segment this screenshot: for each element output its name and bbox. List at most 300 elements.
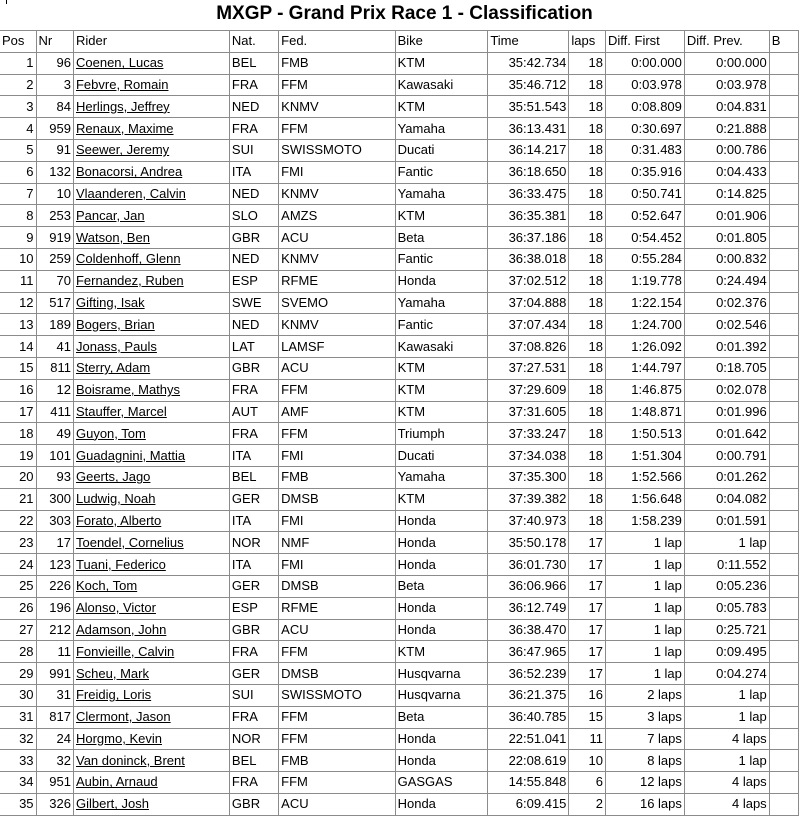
- cell-bike: KTM: [395, 379, 488, 401]
- cell-bike: Kawasaki: [395, 74, 488, 96]
- cell-fed: AMZS: [279, 205, 395, 227]
- cell-nr: 196: [36, 597, 73, 619]
- cell-b: [769, 96, 798, 118]
- table-row: [0, 118, 799, 140]
- cell-diff-first: 0:08.809: [606, 96, 685, 118]
- cell-bike: KTM: [395, 357, 488, 379]
- cell-laps: 18: [569, 379, 606, 401]
- cell-time: 36:14.217: [488, 139, 569, 161]
- cell-laps: 18: [569, 227, 606, 249]
- cell-diff-prev: 1 lap: [684, 532, 769, 554]
- cell-bike: Honda: [395, 750, 488, 772]
- cell-fed: SVEMO: [279, 292, 395, 314]
- cell-fed: FMI: [279, 510, 395, 532]
- cell-nr: 93: [36, 466, 73, 488]
- cell-bike: Kawasaki: [395, 336, 488, 358]
- cell-pos: 1: [0, 52, 36, 74]
- cell-laps: 18: [569, 336, 606, 358]
- col-header-time: Time: [488, 31, 569, 53]
- cell-diff-first: 1:26.092: [606, 336, 685, 358]
- rider-link[interactable]: Jonass, Pauls: [73, 336, 229, 358]
- cell-diff-first: 1 lap: [606, 575, 685, 597]
- cell-nat: ESP: [229, 270, 278, 292]
- cell-b: [769, 554, 798, 576]
- cell-b: [769, 227, 798, 249]
- cell-b: [769, 619, 798, 641]
- col-header-bike: Bike: [395, 31, 488, 53]
- rider-link[interactable]: Ludwig, Noah: [73, 488, 229, 510]
- cell-diff-prev: 0:02.078: [684, 379, 769, 401]
- cell-nat: NOR: [229, 532, 278, 554]
- table-row: [0, 488, 799, 510]
- cell-b: [769, 74, 798, 96]
- cell-pos: 18: [0, 423, 36, 445]
- cell-nr: 951: [36, 772, 73, 794]
- rider-link[interactable]: Bogers, Brian: [73, 314, 229, 336]
- rider-link[interactable]: Tuani, Federico: [73, 554, 229, 576]
- cell-b: [769, 139, 798, 161]
- cell-time: 37:02.512: [488, 270, 569, 292]
- rider-link[interactable]: Stauffer, Marcel: [73, 401, 229, 423]
- cell-diff-prev: 0:02.546: [684, 314, 769, 336]
- cell-bike: KTM: [395, 96, 488, 118]
- cell-nat: GBR: [229, 227, 278, 249]
- cell-fed: RFME: [279, 597, 395, 619]
- cell-diff-prev: 0:18.705: [684, 357, 769, 379]
- cell-diff-prev: 0:00.832: [684, 248, 769, 270]
- cell-bike: Beta: [395, 227, 488, 249]
- table-row: [0, 510, 799, 532]
- cell-b: [769, 663, 798, 685]
- cell-nat: NED: [229, 96, 278, 118]
- table-row: [0, 183, 799, 205]
- cell-nr: 32: [36, 750, 73, 772]
- cell-nr: 212: [36, 619, 73, 641]
- rider-link[interactable]: Bonacorsi, Andrea: [73, 161, 229, 183]
- rider-link[interactable]: Fernandez, Ruben: [73, 270, 229, 292]
- cell-diff-prev: 0:14.825: [684, 183, 769, 205]
- cell-nat: GER: [229, 488, 278, 510]
- cell-laps: 18: [569, 445, 606, 467]
- table-row: [0, 750, 799, 772]
- cell-laps: 18: [569, 314, 606, 336]
- rider-link[interactable]: Adamson, John: [73, 619, 229, 641]
- rider-link[interactable]: Aubin, Arnaud: [73, 772, 229, 794]
- cell-nat: NED: [229, 183, 278, 205]
- cell-laps: 18: [569, 401, 606, 423]
- cell-laps: 11: [569, 728, 606, 750]
- cell-diff-prev: 0:09.495: [684, 641, 769, 663]
- cell-diff-first: 0:03.978: [606, 74, 685, 96]
- table-row: [0, 96, 799, 118]
- cell-nat: ITA: [229, 161, 278, 183]
- header-row: [0, 31, 799, 53]
- col-header-rider: Rider: [73, 31, 229, 53]
- cell-pos: 4: [0, 118, 36, 140]
- cell-fed: ACU: [279, 793, 395, 815]
- cell-diff-first: 1:50.513: [606, 423, 685, 445]
- cell-b: [769, 336, 798, 358]
- rider-link[interactable]: Pancar, Jan: [73, 205, 229, 227]
- rider-link[interactable]: Clermont, Jason: [73, 706, 229, 728]
- col-header-nat: Nat.: [229, 31, 278, 53]
- cell-laps: 18: [569, 466, 606, 488]
- cell-diff-prev: 4 laps: [684, 772, 769, 794]
- cell-time: 36:01.730: [488, 554, 569, 576]
- cell-nat: LAT: [229, 336, 278, 358]
- cell-b: [769, 423, 798, 445]
- cell-bike: GASGAS: [395, 772, 488, 794]
- cell-diff-first: 1:52.566: [606, 466, 685, 488]
- cell-bike: Honda: [395, 728, 488, 750]
- cell-pos: 30: [0, 684, 36, 706]
- cell-diff-first: 2 laps: [606, 684, 685, 706]
- cell-pos: 28: [0, 641, 36, 663]
- cell-laps: 17: [569, 619, 606, 641]
- cell-fed: NMF: [279, 532, 395, 554]
- cell-laps: 17: [569, 554, 606, 576]
- cell-diff-first: 0:30.697: [606, 118, 685, 140]
- cell-nr: 189: [36, 314, 73, 336]
- cell-diff-prev: 1 lap: [684, 706, 769, 728]
- cell-time: 22:08.619: [488, 750, 569, 772]
- rider-link[interactable]: Gifting, Isak: [73, 292, 229, 314]
- cell-time: 36:35.381: [488, 205, 569, 227]
- cell-nat: BEL: [229, 750, 278, 772]
- cell-bike: Yamaha: [395, 292, 488, 314]
- cell-nat: AUT: [229, 401, 278, 423]
- cell-b: [769, 597, 798, 619]
- cell-time: 36:52.239: [488, 663, 569, 685]
- cell-nr: 11: [36, 641, 73, 663]
- cell-nr: 253: [36, 205, 73, 227]
- cell-bike: Husqvarna: [395, 663, 488, 685]
- cell-pos: 34: [0, 772, 36, 794]
- table-row: [0, 379, 799, 401]
- table-row: [0, 793, 799, 815]
- cell-diff-first: 0:52.647: [606, 205, 685, 227]
- rider-link[interactable]: Guadagnini, Mattia: [73, 445, 229, 467]
- cell-time: 36:33.475: [488, 183, 569, 205]
- cell-nr: 326: [36, 793, 73, 815]
- cell-laps: 18: [569, 118, 606, 140]
- cell-bike: Honda: [395, 532, 488, 554]
- table-row: [0, 336, 799, 358]
- cell-diff-prev: 0:02.376: [684, 292, 769, 314]
- cell-diff-first: 1:22.154: [606, 292, 685, 314]
- cell-b: [769, 466, 798, 488]
- cell-b: [769, 292, 798, 314]
- table-row: [0, 401, 799, 423]
- cell-time: 37:07.434: [488, 314, 569, 336]
- cell-fed: KNMV: [279, 248, 395, 270]
- cell-fed: SWISSMOTO: [279, 139, 395, 161]
- cell-bike: Honda: [395, 597, 488, 619]
- table-body: [0, 52, 799, 815]
- cell-diff-first: 1:56.648: [606, 488, 685, 510]
- cell-b: [769, 161, 798, 183]
- cell-nr: 817: [36, 706, 73, 728]
- cell-pos: 17: [0, 401, 36, 423]
- cell-nr: 411: [36, 401, 73, 423]
- cell-pos: 21: [0, 488, 36, 510]
- cell-diff-first: 16 laps: [606, 793, 685, 815]
- cell-b: [769, 684, 798, 706]
- table-row: [0, 314, 799, 336]
- cell-time: 36:47.965: [488, 641, 569, 663]
- rider-link[interactable]: Toendel, Cornelius: [73, 532, 229, 554]
- cell-diff-prev: 1 lap: [684, 750, 769, 772]
- cell-pos: 6: [0, 161, 36, 183]
- cell-time: 37:40.973: [488, 510, 569, 532]
- table-row: [0, 641, 799, 663]
- cell-bike: Fantic: [395, 314, 488, 336]
- cell-b: [769, 706, 798, 728]
- cell-b: [769, 270, 798, 292]
- table-row: [0, 227, 799, 249]
- cell-pos: 15: [0, 357, 36, 379]
- cell-time: 37:31.605: [488, 401, 569, 423]
- rider-link[interactable]: Vlaanderen, Calvin: [73, 183, 229, 205]
- cell-time: 36:13.431: [488, 118, 569, 140]
- rider-link[interactable]: Boisrame, Mathys: [73, 379, 229, 401]
- cell-nr: 259: [36, 248, 73, 270]
- cell-nr: 991: [36, 663, 73, 685]
- cell-time: 36:12.749: [488, 597, 569, 619]
- cell-b: [769, 510, 798, 532]
- cell-laps: 18: [569, 510, 606, 532]
- rider-link[interactable]: Seewer, Jeremy: [73, 139, 229, 161]
- table-row: [0, 423, 799, 445]
- cell-b: [769, 772, 798, 794]
- rider-link[interactable]: Guyon, Tom: [73, 423, 229, 445]
- cell-fed: RFME: [279, 270, 395, 292]
- cell-pos: 31: [0, 706, 36, 728]
- cell-bike: Honda: [395, 554, 488, 576]
- table-row: [0, 554, 799, 576]
- cell-pos: 22: [0, 510, 36, 532]
- table-row: [0, 466, 799, 488]
- cell-laps: 17: [569, 532, 606, 554]
- cell-laps: 6: [569, 772, 606, 794]
- cell-fed: FFM: [279, 706, 395, 728]
- cell-diff-prev: 0:25.721: [684, 619, 769, 641]
- cell-nr: 41: [36, 336, 73, 358]
- cell-fed: FMI: [279, 445, 395, 467]
- cell-fed: FFM: [279, 74, 395, 96]
- table-row: [0, 357, 799, 379]
- rider-link[interactable]: Fonvieille, Calvin: [73, 641, 229, 663]
- cell-diff-prev: 4 laps: [684, 728, 769, 750]
- cell-nat: NED: [229, 248, 278, 270]
- rider-link[interactable]: Coldenhoff, Glenn: [73, 248, 229, 270]
- cell-diff-prev: 0:11.552: [684, 554, 769, 576]
- cell-bike: Beta: [395, 706, 488, 728]
- cell-nat: FRA: [229, 706, 278, 728]
- col-header-diff-first: Diff. First: [606, 31, 685, 53]
- cell-diff-first: 1:19.778: [606, 270, 685, 292]
- rider-link[interactable]: Febvre, Romain: [73, 74, 229, 96]
- rider-link[interactable]: Renaux, Maxime: [73, 118, 229, 140]
- cell-diff-prev: 0:01.906: [684, 205, 769, 227]
- rider-link[interactable]: Horgmo, Kevin: [73, 728, 229, 750]
- cell-nat: FRA: [229, 118, 278, 140]
- cell-fed: FFM: [279, 641, 395, 663]
- cell-diff-prev: 0:00.786: [684, 139, 769, 161]
- cell-pos: 3: [0, 96, 36, 118]
- cell-laps: 2: [569, 793, 606, 815]
- cell-fed: FMI: [279, 554, 395, 576]
- cell-pos: 12: [0, 292, 36, 314]
- rider-link[interactable]: Gilbert, Josh: [73, 793, 229, 815]
- cell-laps: 18: [569, 423, 606, 445]
- rider-link[interactable]: Koch, Tom: [73, 575, 229, 597]
- cell-time: 36:38.470: [488, 619, 569, 641]
- cell-nr: 303: [36, 510, 73, 532]
- cell-fed: FMB: [279, 52, 395, 74]
- cell-diff-first: 1:58.239: [606, 510, 685, 532]
- cell-nat: ITA: [229, 510, 278, 532]
- cell-pos: 8: [0, 205, 36, 227]
- cell-pos: 19: [0, 445, 36, 467]
- rider-link[interactable]: Van doninck, Brent: [73, 750, 229, 772]
- cell-bike: Ducati: [395, 445, 488, 467]
- cell-nr: 226: [36, 575, 73, 597]
- classification-table: [0, 30, 799, 816]
- cell-diff-prev: 1 lap: [684, 684, 769, 706]
- rider-link[interactable]: Coenen, Lucas: [73, 52, 229, 74]
- table-row: [0, 74, 799, 96]
- cell-laps: 18: [569, 270, 606, 292]
- cell-fed: ACU: [279, 357, 395, 379]
- table-row: [0, 205, 799, 227]
- rider-link[interactable]: Forato, Alberto: [73, 510, 229, 532]
- cell-nr: 123: [36, 554, 73, 576]
- cell-pos: 11: [0, 270, 36, 292]
- cell-nr: 24: [36, 728, 73, 750]
- rider-link[interactable]: Sterry, Adam: [73, 357, 229, 379]
- cell-diff-prev: 0:01.996: [684, 401, 769, 423]
- cell-b: [769, 641, 798, 663]
- cell-b: [769, 575, 798, 597]
- cell-bike: KTM: [395, 52, 488, 74]
- cell-pos: 29: [0, 663, 36, 685]
- cell-time: 37:29.609: [488, 379, 569, 401]
- cell-bike: Fantic: [395, 161, 488, 183]
- rider-link[interactable]: Scheu, Mark: [73, 663, 229, 685]
- cell-fed: FFM: [279, 379, 395, 401]
- cell-diff-first: 1:24.700: [606, 314, 685, 336]
- cell-laps: 16: [569, 684, 606, 706]
- cell-laps: 15: [569, 706, 606, 728]
- table-row: [0, 248, 799, 270]
- cell-nat: GER: [229, 663, 278, 685]
- cell-diff-prev: 0:04.274: [684, 663, 769, 685]
- cell-pos: 35: [0, 793, 36, 815]
- cell-diff-prev: 0:01.805: [684, 227, 769, 249]
- col-header-nr: Nr: [36, 31, 73, 53]
- cell-diff-prev: 0:01.262: [684, 466, 769, 488]
- cell-laps: 17: [569, 575, 606, 597]
- cell-nr: 17: [36, 532, 73, 554]
- rider-link[interactable]: Geerts, Jago: [73, 466, 229, 488]
- cell-pos: 7: [0, 183, 36, 205]
- cell-nat: ITA: [229, 554, 278, 576]
- cell-diff-first: 0:31.483: [606, 139, 685, 161]
- cell-nat: GBR: [229, 619, 278, 641]
- cell-pos: 14: [0, 336, 36, 358]
- cell-laps: 18: [569, 74, 606, 96]
- cell-nat: GBR: [229, 357, 278, 379]
- cell-time: 35:46.712: [488, 74, 569, 96]
- cell-bike: Honda: [395, 793, 488, 815]
- cell-nat: GBR: [229, 793, 278, 815]
- cell-diff-first: 1 lap: [606, 532, 685, 554]
- cell-laps: 18: [569, 205, 606, 227]
- cell-laps: 18: [569, 292, 606, 314]
- cell-pos: 27: [0, 619, 36, 641]
- cell-bike: Honda: [395, 619, 488, 641]
- cell-bike: KTM: [395, 205, 488, 227]
- table-row: [0, 292, 799, 314]
- cell-b: [769, 183, 798, 205]
- cell-diff-first: 1 lap: [606, 641, 685, 663]
- cell-laps: 18: [569, 488, 606, 510]
- cell-diff-first: 0:55.284: [606, 248, 685, 270]
- cell-fed: SWISSMOTO: [279, 684, 395, 706]
- rider-link[interactable]: Freidig, Loris: [73, 684, 229, 706]
- cell-bike: Fantic: [395, 248, 488, 270]
- cell-pos: 32: [0, 728, 36, 750]
- cell-fed: FMI: [279, 161, 395, 183]
- table-row: [0, 445, 799, 467]
- cell-diff-first: 1:44.797: [606, 357, 685, 379]
- rider-link[interactable]: Watson, Ben: [73, 227, 229, 249]
- cell-nr: 3: [36, 74, 73, 96]
- cell-b: [769, 379, 798, 401]
- table-row: [0, 270, 799, 292]
- cell-time: 37:27.531: [488, 357, 569, 379]
- table-row: [0, 728, 799, 750]
- cell-nr: 811: [36, 357, 73, 379]
- cell-diff-first: 1:48.871: [606, 401, 685, 423]
- rider-link[interactable]: Herlings, Jeffrey: [73, 96, 229, 118]
- cell-diff-prev: 0:01.591: [684, 510, 769, 532]
- cell-nr: 101: [36, 445, 73, 467]
- cell-bike: KTM: [395, 401, 488, 423]
- cell-time: 37:39.382: [488, 488, 569, 510]
- cell-diff-prev: 0:24.494: [684, 270, 769, 292]
- cell-nat: SLO: [229, 205, 278, 227]
- table-row: [0, 706, 799, 728]
- cell-nr: 70: [36, 270, 73, 292]
- col-header-fed: Fed.: [279, 31, 395, 53]
- cell-nat: FRA: [229, 772, 278, 794]
- cell-bike: KTM: [395, 641, 488, 663]
- cell-fed: FFM: [279, 728, 395, 750]
- rider-link[interactable]: Alonso, Victor: [73, 597, 229, 619]
- cell-nat: NED: [229, 314, 278, 336]
- cell-laps: 17: [569, 641, 606, 663]
- cell-diff-first: 1:51.304: [606, 445, 685, 467]
- cell-nr: 959: [36, 118, 73, 140]
- cell-laps: 18: [569, 139, 606, 161]
- cell-b: [769, 118, 798, 140]
- cell-fed: KNMV: [279, 183, 395, 205]
- col-header-laps: laps: [569, 31, 606, 53]
- cell-diff-prev: 0:05.783: [684, 597, 769, 619]
- cell-time: 37:33.247: [488, 423, 569, 445]
